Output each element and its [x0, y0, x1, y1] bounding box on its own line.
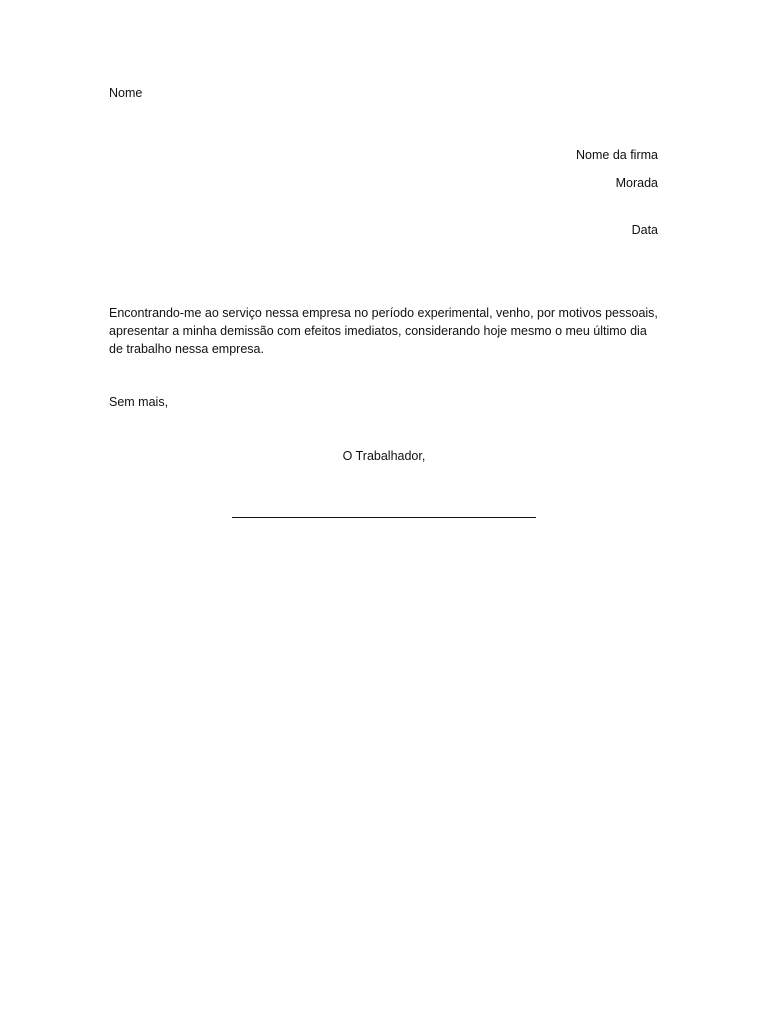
letter-date: Data [631, 223, 658, 237]
signatory-label: O Trabalhador, [342, 449, 426, 463]
recipient-address: Morada [615, 176, 658, 190]
letter-closing: Sem mais, [109, 395, 169, 409]
letter-body: Encontrando-me ao serviço nessa empresa no período experimental, venho, por motivos pessoais, apresentar a minha demissão com efeitos imediatos, considerando hoje mesmo o meu último dia de trabalho nessa empresa. [109, 306, 658, 356]
recipient-block [576, 141, 658, 197]
signature-line [232, 517, 536, 518]
sender-name: Nome [109, 86, 143, 100]
recipient-company: Nome da firma [576, 148, 658, 162]
